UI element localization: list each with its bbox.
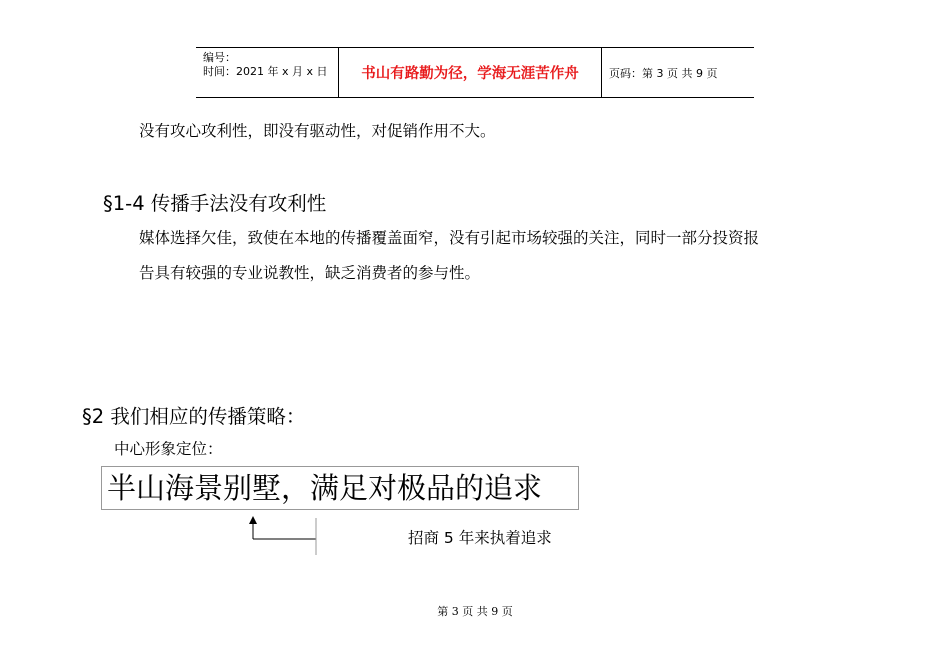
header-info-cell xyxy=(196,48,338,97)
callout-connector xyxy=(245,512,325,557)
section-1-4-heading: §1-4 传播手法没有攻利性 xyxy=(103,192,327,215)
up-arrow-icon xyxy=(249,516,257,524)
paragraph-1: 没有攻心攻利性，即没有驱动性，对促销作用不大。 xyxy=(139,122,496,140)
time-label: 时间：2021 年 x 月 x 日 xyxy=(203,65,328,78)
slogan-text: 半山海景别墅，满足对极品的追求 xyxy=(107,471,543,505)
page-footer: 第 3 页 共 9 页 xyxy=(437,605,513,618)
positioning-label: 中心形象定位： xyxy=(114,440,223,458)
callout-annotation: 招商 5 年来执着追求 xyxy=(408,529,552,547)
paragraph-2-line-1: 媒体选择欠佳，致使在本地的传播覆盖面窄，没有引起市场较强的关注，同时一部分投资报 xyxy=(139,229,760,247)
header-page-number: 页码：第 3 页 共 9 页 xyxy=(609,66,718,80)
header-motto: 书山有路勤为径，学海无涯苦作舟 xyxy=(338,48,602,97)
document-header xyxy=(196,47,754,98)
serial-number-label: 编号： xyxy=(203,51,236,64)
section-2-heading: §2 我们相应的传播策略： xyxy=(82,405,306,428)
paragraph-2-line-2: 告具有较强的专业说教性，缺乏消费者的参与性。 xyxy=(139,264,481,282)
slogan-frame xyxy=(101,466,579,510)
